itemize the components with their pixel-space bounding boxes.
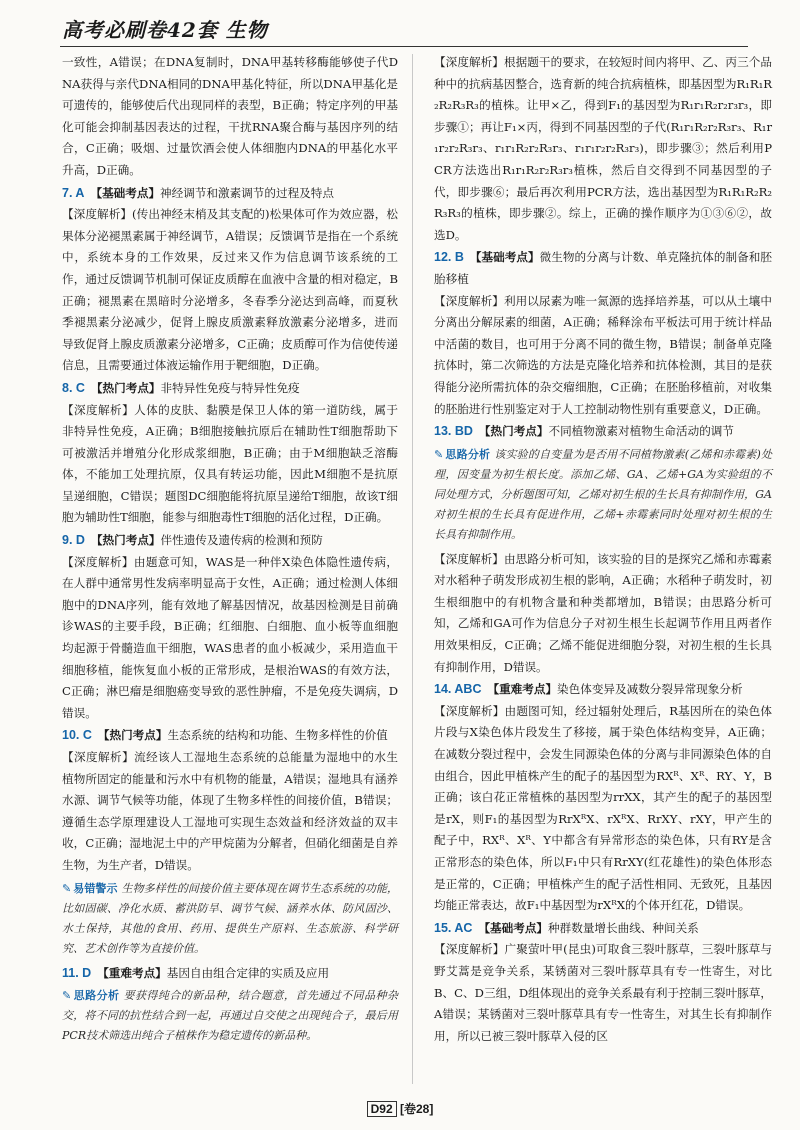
question-number: 10. C: [62, 728, 92, 743]
answer-paragraph: 【深度解析】人体的皮肤、黏膜是保卫人体的第一道防线，属于非特异性免疫，A正确；B细胞接触抗原后在辅助性T细胞帮助下可被激活并增殖分化形成浆细胞，B正确；由于M细胞缺乏溶酶体，不能加工处理抗原，仅具有转运功能，因此M细胞不是抗原呈递细胞，C错误；题图DC细胞能将抗原呈递给T细胞，故该T细胞为辅助性T细胞，能参与细胞毒性T细胞的活化过程，D正确。: [62, 402, 398, 525]
volume-label: [卷28]: [400, 1102, 434, 1116]
answer-paragraph: 【深度解析】流经该人工湿地生态系统的总能量为湿地中的水生植物所固定的能量和污水中有机物的能量，A错误；湿地具有涵养水源、调节气候等功能，体现了生物多样性的间接价值，B错误；遵循生态学原理建设人工湿地可实现生态效益和经济效益的双丰收，C正确；湿地泥土中的产甲烷菌为分解者，但硝化细菌是自养生物，为生产者，D错误。: [62, 750, 398, 872]
question-heading: [62, 963, 398, 985]
topic-tag: 【基础考点】: [90, 185, 161, 200]
question-heading: [434, 421, 772, 443]
question-number: 14. ABC: [434, 682, 482, 697]
answer-paragraph: 【深度解析】由思路分析可知，该实验的目的是探究乙烯和赤霉素对水稻种子萌发形成初生根的影响，A正确；水稻种子萌发时，初生根细胞中的有机物含量和种类都增加，B错误；由思路分析可知，乙烯和GA可作为信息分子对初生根生长起调节作用且两者作用效果相反，C正确；乙烯不能促进细胞分裂，对初生根的生长具有抑制作用，D错误。: [434, 551, 772, 674]
tip-text: 该实验的自变量为是否用不同植物激素(乙烯和赤霉素)处理，因变量为初生根长度。添加乙烯、GA、乙烯+GA为实验组的不同处理方式，分析题图可知，乙烯对初生根的生长具有抑制作用，GA对初生根的生长具有促进作用，乙烯+赤霉素同时处理对初生根的生长具有抑制作用。: [434, 447, 772, 541]
topic-tag: 【热门考点】: [478, 424, 549, 439]
page-footer: [0, 1100, 800, 1117]
topic-text: 微生物的分离与计数、单克隆抗体的制备和胚胎移植: [434, 250, 772, 286]
topic-text: 神经调节和激素调节的过程及特点: [160, 185, 334, 200]
topic-text: 生态系统的结构和功能、生物多样性的价值: [167, 728, 388, 743]
topic-text: 伴性遗传及遗传病的检测和预防: [160, 533, 323, 548]
question-heading: [62, 378, 398, 400]
topic-text: 基因自由组合定律的实质及应用: [166, 965, 330, 980]
question-heading: [434, 918, 772, 940]
question-number: 15. AC: [434, 920, 473, 935]
page-number: D92: [367, 1101, 397, 1117]
topic-tag: 【基础考点】: [469, 250, 540, 265]
topic-text: 非特异性免疫与特异性免疫: [160, 380, 300, 395]
topic-tag: 【热门考点】: [90, 380, 161, 395]
topic-tag: 【基础考点】: [478, 920, 549, 935]
question-heading: [62, 183, 398, 205]
question-number: 9. D: [62, 533, 85, 548]
question-number: 13. BD: [434, 424, 473, 439]
tip-text: 要获得纯合的新品种，结合题意，首先通过不同品种杂交，将不同的抗性结合到一起，再通过自交使之出现纯合子，最后用PCR技术筛选出纯合子植株作为稳定遗传的新品种。: [62, 989, 399, 1043]
question-number: 11. D: [62, 965, 92, 980]
question-heading: [434, 247, 772, 290]
tip-text: 生物多样性的间接价值主要体现在调节生态系统的功能，比如固碳、净化水质、蓄洪防旱、调节气候、涵养水体、防风固沙、水土保持，其他的食用、药用、提供生产原料、生态旅游、科学研究、艺术创作等为直接价值。: [62, 881, 399, 955]
topic-text: 种群数量增长曲线、种间关系: [548, 920, 699, 935]
question-number: 8. C: [62, 380, 85, 395]
header-rule: [60, 46, 748, 47]
question-heading: [62, 725, 398, 747]
question-number: 12. B: [434, 250, 464, 265]
tip-paragraph: [62, 986, 398, 1046]
answer-paragraph: 【深度解析】广聚萤叶甲(昆虫)可取食三裂叶豚草，三裂叶豚草与野艾蒿是竞争关系，某锈菌对三裂叶豚草具有专一性寄生，对比B、C、D三组，D组体现出的竞争关系最有利于控制三裂叶豚草，A错误；某锈菌对三裂叶豚草具有专一性寄生，对其生长有抑制作用，所以已被三裂叶豚草入侵的区: [434, 942, 772, 1043]
page-header-title: 高考必刷卷42套 生物: [62, 18, 268, 42]
question-number: 7. A: [62, 185, 85, 200]
column-divider: [412, 54, 413, 1084]
topic-tag: 【热门考点】: [97, 728, 168, 743]
answer-paragraph: 【深度解析】利用以尿素为唯一氮源的选择培养基，可以从土壤中分离出分解尿素的细菌，A正确；稀释涂布平板法可用于统计样品中活菌的数目，也可用于分离不同的微生物，B错误；制备单克隆抗体时，第二次筛选的方法是克隆化培养和抗体检测，其目的是获得能分泌所需抗体的杂交瘤细胞，C正确；在胚胎移植前，对收集的胚胎进行性别鉴定对于人工控制动物性别有重要意义，D正确。: [434, 293, 772, 416]
question-heading: [62, 530, 398, 552]
answer-paragraph: 【深度解析】由题意可知，WAS是一种伴X染色体隐性遗传病，在人群中通常男性发病率明显高于女性，A正确；通过检测人体细胞中的DNA序列，能有效地了解基因情况，故基因检测是目前确诊WAS的主要手段，B正确；红细胞、白细胞、血小板等血细胞均起源于骨髓造血干细胞，WAS患者的血小板减少，采用造血干细胞移植，能恢复血小板的正常形成，是根治WAS的有效方法，C正确；淋巴瘤是细胞癌变导致的恶性肿瘤，不是免疫失调病，D错误。: [62, 554, 398, 720]
answer-paragraph: 一致性，A错误；在DNA复制时，DNA甲基转移酶能够使子代DNA获得与亲代DNA相同的DNA甲基化特征，所以DNA甲基化是可遗传的，能够使后代出现同样的表型，B正确；特定序列的甲基化可能会抑制基因表达的过程，干扰RNA聚合酶与基因序列的结合，C正确；吸烟、过量饮酒会使人体细胞内DNA的甲基化水平升高，D正确。: [62, 55, 398, 177]
question-heading: [434, 679, 772, 701]
tip-label: 思路分析: [445, 447, 491, 461]
topic-text: 不同植物激素对植物生命活动的调节: [548, 424, 734, 439]
topic-tag: 【重难考点】: [487, 682, 558, 697]
answer-paragraph: 【深度解析】由题图可知，经过辐射处理后，R基因所在的染色体片段与X染色体片段发生了移接，属于染色体结构变异，A正确；在减数分裂过程中，会发生同源染色体的分离与非同源染色体的自由组合，因此甲植株产生的配子的基因型为RXᴿ、Xᴿ、RY、Y，B正确；该白花正常植株的基因型为rrXX，其产生的配子的基因型是rX，则F₁的基因型为RrXᴿX、rXᴿX、RrXY、rXY，甲产生的配子中，RXᴿ、Xᴿ、Y中都含有异常形态的染色体，只有RY是含正常形态的染色体，所以F₁中只有RrXY(红花雄性)的染色体形态是正常的，C正确；甲植株产生的配子活性相同、无致死，且基因均能正常表达，故F₁中基因型为rXᴿX的个体开红花，D错误。: [434, 703, 772, 913]
right-column: [434, 52, 772, 1047]
topic-text: 染色体变异及减数分裂异常现象分析: [557, 682, 743, 697]
left-column: [62, 52, 398, 1050]
answer-paragraph: 【深度解析】(传出神经末梢及其支配的)松果体可作为效应器，松果体分泌褪黑素属于神经调节，A错误；反馈调节是指在一个系统中，系统本身的工作效果，反过来又作为信息调节该系统的工作，通过反馈调节机制可保证皮质醇在血液中含量的相对稳定，B正确；褪黑素在黑暗时分泌增多，冬春季分泌达到高峰，而夏秋季褪黑素分泌减少，促肾上腺皮质激素释放激素分泌增多，进而导致促肾上腺皮质激素分泌增多，C正确；皮质醇可作为信使传递信息，且需要通过体液运输作用于靶细胞，D正确。: [62, 207, 398, 373]
topic-tag: 【热门考点】: [90, 533, 161, 548]
topic-tag: 【重难考点】: [97, 965, 167, 980]
answer-paragraph: 【深度解析】根据题干的要求，在较短时间内将甲、乙、丙三个品种中的抗病基因整合，选育新的纯合抗病植株，即基因型为R₁R₁R₂R₂R₃R₃的植株。让甲×乙，得到F₁的基因型为R₁r₁R₂r₂r₃r₃，即步骤①；再让F₁×丙，得到不同基因型的子代(R₁r₁R₂r₂R₃r₃、R₁r₁r₂r₂R₃r₃、r₁r₁R₂r₂R₃r₃、r₁r₁r₂r₂R₃r₃)，即步骤③；然后利用PCR方法选出R₁r₁R₂r₂R₃r₃植株，然后自交得到不同基因型的子代，即步骤⑥；最后再次利用PCR方法，选出基因型为R₁R₁R₂R₂R₃R₃的植株，即步骤②。综上，正确的操作顺序为①③⑥②，故选D。: [434, 55, 772, 242]
tip-label: 思路分析: [73, 989, 120, 1003]
pencil-icon: ✎: [434, 447, 444, 461]
tip-label: 易错警示: [73, 881, 118, 895]
tip-paragraph: [62, 879, 398, 959]
pencil-icon: ✎: [62, 881, 72, 895]
pencil-icon: ✎: [62, 989, 72, 1003]
tip-paragraph: [434, 445, 772, 545]
